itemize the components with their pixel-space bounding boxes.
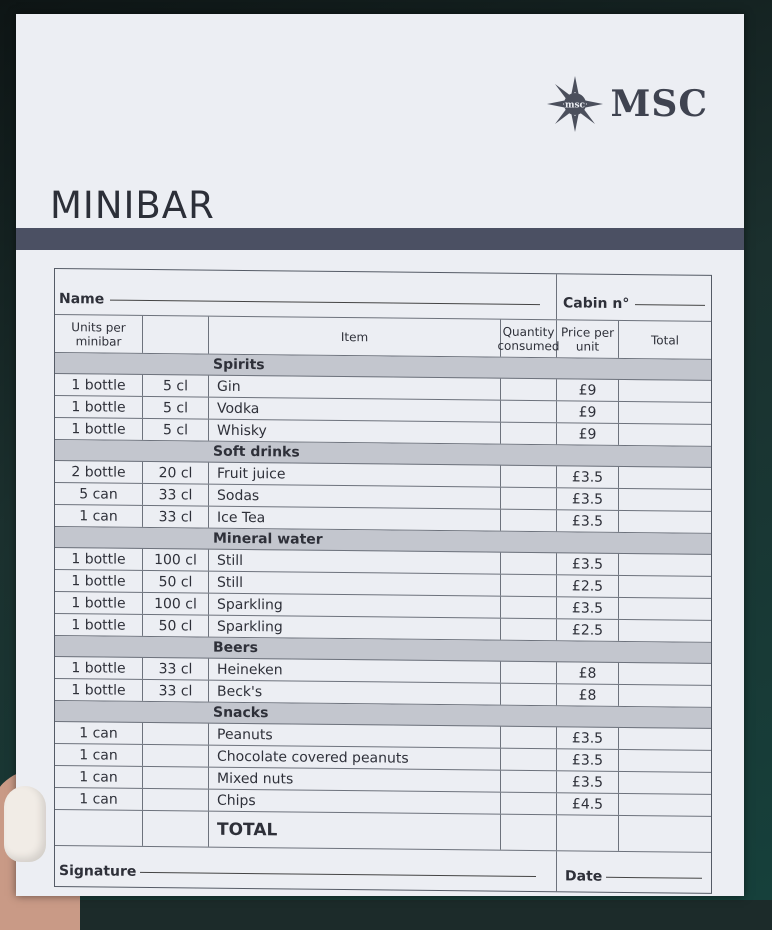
section-title: Snacks [213,704,269,722]
item-cell: Vodka [209,398,501,422]
price-cell: £8 [557,684,619,706]
item-cell: Chips [209,790,501,814]
signature-row [55,846,711,893]
total-input[interactable] [619,424,711,446]
size-cell [143,745,209,767]
signature-line [140,871,536,877]
price-cell: £9 [557,379,619,401]
section-title: Beers [213,639,258,657]
section-title: Spirits [213,356,265,374]
total-input[interactable] [619,380,711,402]
size-cell: 5 cl [143,419,209,441]
size-cell: 33 cl [143,680,209,702]
units-cell: 1 bottle [55,418,143,440]
price-cell: £3.5 [557,488,619,510]
total-value-field[interactable] [619,816,711,852]
quantity-input[interactable] [501,423,557,445]
quantity-input[interactable] [501,488,557,510]
quantity-input[interactable] [501,379,557,401]
quantity-input[interactable] [501,401,557,423]
item-cell: Ice Tea [209,507,501,531]
item-cell: Peanuts [209,724,501,748]
date-field[interactable] [557,851,711,893]
quantity-input[interactable] [501,619,557,641]
size-cell: 50 cl [143,615,209,637]
header-total: Total [650,332,680,348]
item-cell: Chocolate covered peanuts [209,746,501,770]
size-cell: 5 cl [143,375,209,397]
price-cell: £3.5 [557,727,619,749]
units-cell: 1 can [55,722,143,744]
total-input[interactable] [619,750,711,772]
size-cell: 33 cl [143,484,209,506]
total-input[interactable] [619,576,711,598]
price-cell: £3.5 [557,510,619,532]
units-cell: 1 bottle [55,657,143,679]
item-cell: Still [209,572,501,596]
quantity-input[interactable] [501,597,557,619]
total-input[interactable] [619,685,711,707]
item-cell: Whisky [209,420,501,444]
total-input[interactable] [619,620,711,642]
size-cell: 33 cl [143,658,209,680]
item-cell: Beck's [209,681,501,705]
header-price: Price per unit [557,320,619,358]
header-size [143,316,209,354]
quantity-input[interactable] [501,727,557,749]
name-row [55,269,711,322]
quantity-input[interactable] [501,575,557,597]
quantity-input[interactable] [501,771,557,793]
price-cell: £9 [557,401,619,423]
price-cell: £3.5 [557,771,619,793]
quantity-input[interactable] [501,793,557,815]
item-cell: Sparkling [209,616,501,640]
total-input[interactable] [619,794,711,816]
size-cell: 100 cl [143,549,209,571]
item-cell: Sparkling [209,594,501,618]
cabin-field[interactable] [557,274,711,321]
header-band [16,228,744,250]
size-cell: 5 cl [143,397,209,419]
item-cell: Heineken [209,659,501,683]
name-line [110,298,540,305]
item-cell: Fruit juice [209,463,501,487]
units-cell: 1 bottle [55,614,143,636]
total-input[interactable] [619,772,711,794]
page-title: MINIBAR [50,184,215,227]
brand-name: MSC [610,83,708,125]
units-cell: 1 bottle [55,592,143,614]
minibar-form [54,268,712,894]
size-cell: 100 cl [143,593,209,615]
total-input[interactable] [619,402,711,424]
units-cell: 1 can [55,744,143,766]
header-quantity: Quantity consumed [501,320,557,358]
signature-label: Signature [59,863,137,880]
price-cell: £3.5 [557,749,619,771]
section-title: Mineral water [213,530,323,548]
price-cell: £4.5 [557,793,619,815]
units-cell: 1 bottle [55,374,143,396]
units-cell: 1 can [55,766,143,788]
item-cell: Sodas [209,485,501,509]
section-title: Soft drinks [213,443,300,461]
fingernail [4,786,46,862]
total-input[interactable] [619,554,711,576]
header-units: Units per minibar [55,315,143,353]
quantity-input[interactable] [501,466,557,488]
msc-logo [545,74,709,134]
total-input[interactable] [619,598,711,620]
size-cell: 50 cl [143,571,209,593]
price-cell: £9 [557,423,619,445]
units-cell: 1 bottle [55,396,143,418]
item-cell: Still [209,550,501,574]
name-field[interactable] [55,269,557,319]
quantity-input[interactable] [501,749,557,771]
cabin-line [635,303,705,306]
quantity-input[interactable] [501,510,557,532]
size-cell [143,767,209,789]
total-label: TOTAL [209,812,501,850]
size-cell [143,723,209,745]
units-cell: 5 can [55,483,143,505]
total-input[interactable] [619,489,711,511]
price-cell: £2.5 [557,575,619,597]
price-cell: £3.5 [557,597,619,619]
total-units-cell [55,810,143,846]
size-cell [143,789,209,811]
quantity-input[interactable] [501,553,557,575]
date-line [606,876,702,879]
signature-field[interactable] [55,846,557,891]
compass-rose-icon [545,74,605,134]
cabin-label: Cabin n° [563,294,630,312]
price-cell: £2.5 [557,619,619,641]
minibar-sheet [16,14,744,896]
price-cell: £3.5 [557,466,619,488]
units-cell: 1 can [55,505,143,527]
units-cell: 2 bottle [55,461,143,483]
total-input[interactable] [619,511,711,533]
total-quantity-cell [501,815,557,851]
total-input[interactable] [619,728,711,750]
date-label: Date [565,868,603,885]
quantity-input[interactable] [501,684,557,706]
item-cell: Mixed nuts [209,768,501,792]
header-item: Item [209,317,501,357]
item-cell: Gin [209,376,501,400]
units-cell: 1 can [55,788,143,810]
total-input[interactable] [619,467,711,489]
total-input[interactable] [619,663,711,685]
total-size-cell [143,811,209,847]
size-cell: 20 cl [143,462,209,484]
size-cell: 33 cl [143,506,209,528]
units-cell: 1 bottle [55,570,143,592]
units-cell: 1 bottle [55,679,143,701]
quantity-input[interactable] [501,662,557,684]
units-cell: 1 bottle [55,548,143,570]
price-cell: £8 [557,662,619,684]
total-price-cell [557,815,619,851]
price-cell: £3.5 [557,553,619,575]
name-label: Name [59,290,105,308]
logo-monogram: msc [564,100,585,111]
